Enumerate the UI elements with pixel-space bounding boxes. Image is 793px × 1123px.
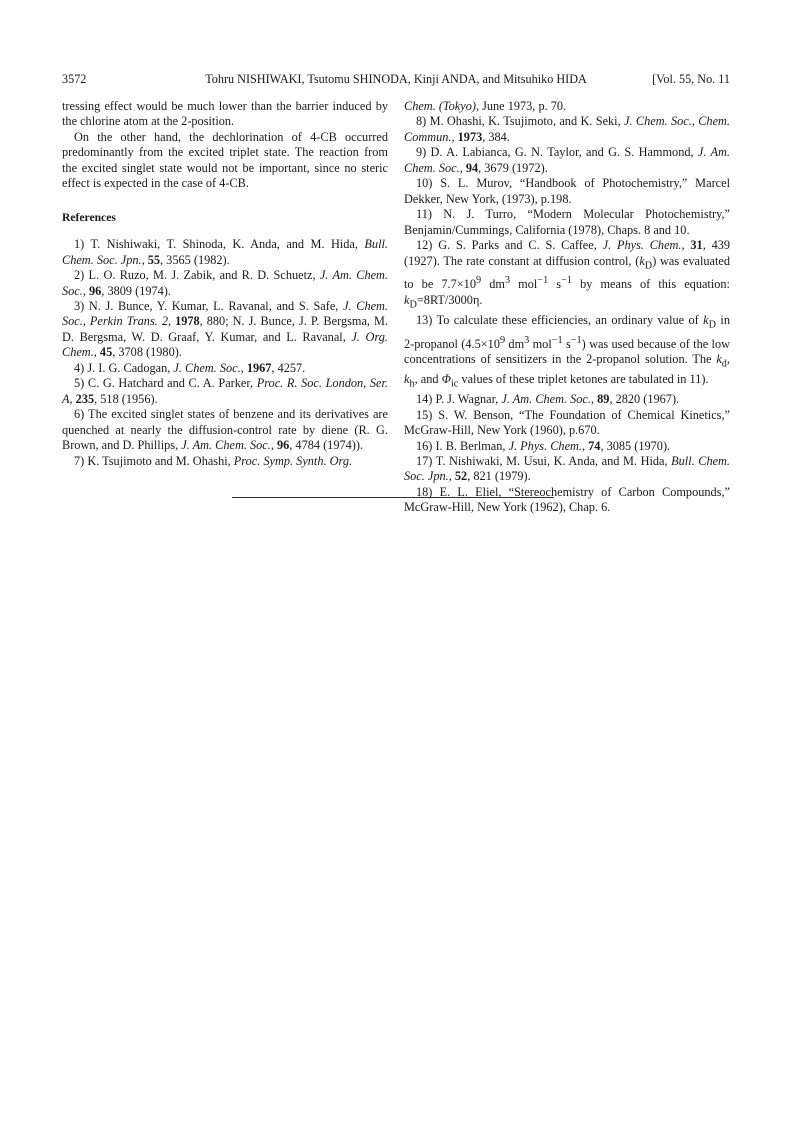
- running-authors: Tohru NISHIWAKI, Tsutomu SHINODA, Kinji ANDA, and Mitsuhiko HIDA: [205, 72, 587, 86]
- reference-10: 10) S. L. Murov, “Handbook of Photochemistry,” Marcel Dekker, New York, (1973), p.198.: [404, 176, 730, 206]
- running-header: [62, 71, 730, 87]
- volume-info: [Vol. 55, No. 11: [652, 72, 730, 86]
- reference-9: 9) D. A. Labianca, G. N. Taylor, and G. S. Hammond, J. Am. Chem. Soc., 94, 3679 (1972).: [404, 145, 730, 175]
- reference-14: 14) P. J. Wagnar, J. Am. Chem. Soc., 89, 2820 (1967).: [416, 392, 680, 407]
- body-paragraph: tressing effect would be much lower than the barrier induced by the chlorine atom at the 2-position.: [62, 99, 388, 129]
- reference-4: 4) J. I. G. Cadogan, J. Chem. Soc., 1967, 4257.: [74, 360, 306, 375]
- reference-8: 8) M. Ohashi, K. Tsujimoto, and K. Seki, J. Chem. Soc., Chem. Commun., 1973, 384.: [404, 114, 730, 144]
- reference-17: 17) T. Nishiwaki, M. Usui, K. Anda, and M. Hida, Bull. Chem. Soc. Jpn., 52, 821 (1979).: [404, 453, 730, 484]
- references-heading: References: [62, 210, 116, 224]
- page-number: 3572: [62, 72, 87, 86]
- reference-7-continued: Chem. (Tokyo), June 1973, p. 70.: [404, 99, 567, 113]
- reference-3: 3) N. J. Bunce, Y. Kumar, L. Ravanal, and S. Safe, J. Chem. Soc., Perkin Trans. 2, 1978, 880; N. J. Bunce, J. P. Bergsma, M. D. Bergsma, W. D. Graaf, Y. Kumar, and L. Ravanal, J. Org. Chem., 45, 3708 (1980).: [62, 298, 389, 360]
- reference-5: 5) C. G. Hatchard and C. A. Parker, Proc. R. Soc. London, Ser. A, 235, 518 (1956).: [62, 376, 388, 406]
- right-column: [404, 99, 730, 516]
- reference-12: 12) G. S. Parks and C. S. Caffee, J. Phys. Chem., 31, 439 (1927). The rate constant at diffusion control, $(k_D)$ was evaluated to be $7.7\times 10^9$ $dm^3$ mol$^{-1}$ $s^{-1}$ by means of this equation: $k_D=8RT/3000\eta$.: [404, 238, 731, 311]
- reference-2: 2) L. O. Ruzo, M. J. Zabik, and R. D. Schuetz, J. Am. Chem. Soc., 96, 3809 (1974).: [62, 268, 389, 298]
- end-rule: [232, 497, 554, 498]
- reference-13: 13) To calculate these efficiencies, an ordinary value of $k_D$ in 2-propanol ($4.5\times 10^9$ $dm^3$ mol$^{-1}$ $s^{-1}$) was used because of the low concentrations of sensitizers in the 2-propanol solution. The $k_d$, $k_h$, and $\Phi_{ic}$ values of these triplet ketones are tabulated in 11).: [404, 312, 730, 390]
- body-paragraph: On the other hand, the dechlorination of 4-CB occurred predominantly from the excited triplet state. The reaction from the excited singlet state would not be important, since no steric effect is expected in the case of 4-CB.: [62, 129, 388, 191]
- reference-18: 18) E. L. Eliel, “Stereochemistry of Carbon Compounds,” McGraw-Hill, New York (1962), Chap. 6.: [404, 484, 730, 515]
- reference-1: 1) T. Nishiwaki, T. Shinoda, K. Anda, and M. Hida, Bull. Chem. Soc. Jpn., 55, 3565 (1982).: [62, 237, 388, 267]
- reference-6: 6) The excited singlet states of benzene and its derivatives are quenched at nearly the diffusion-control rate by diene (R. G. Brown, and D. Phillips, J. Am. Chem. Soc., 96, 4784 (1974)).: [62, 407, 388, 453]
- reference-16: 16) I. B. Berlman, J. Phys. Chem., 74, 3085 (1970).: [416, 438, 671, 453]
- reference-7: 7) K. Tsujimoto and M. Ohashi, Proc. Symp. Synth. Org.: [74, 453, 353, 468]
- reference-11: 11) N. J. Turro, “Modern Molecular Photochemistry,” Benjamin/Cummings, California (1978), Chaps. 8 and 10.: [404, 207, 730, 237]
- left-column: [62, 99, 388, 469]
- reference-15: 15) S. W. Benson, “The Foundation of Chemical Kinetics,” McGraw-Hill, New York (1960), p.670.: [404, 407, 730, 438]
